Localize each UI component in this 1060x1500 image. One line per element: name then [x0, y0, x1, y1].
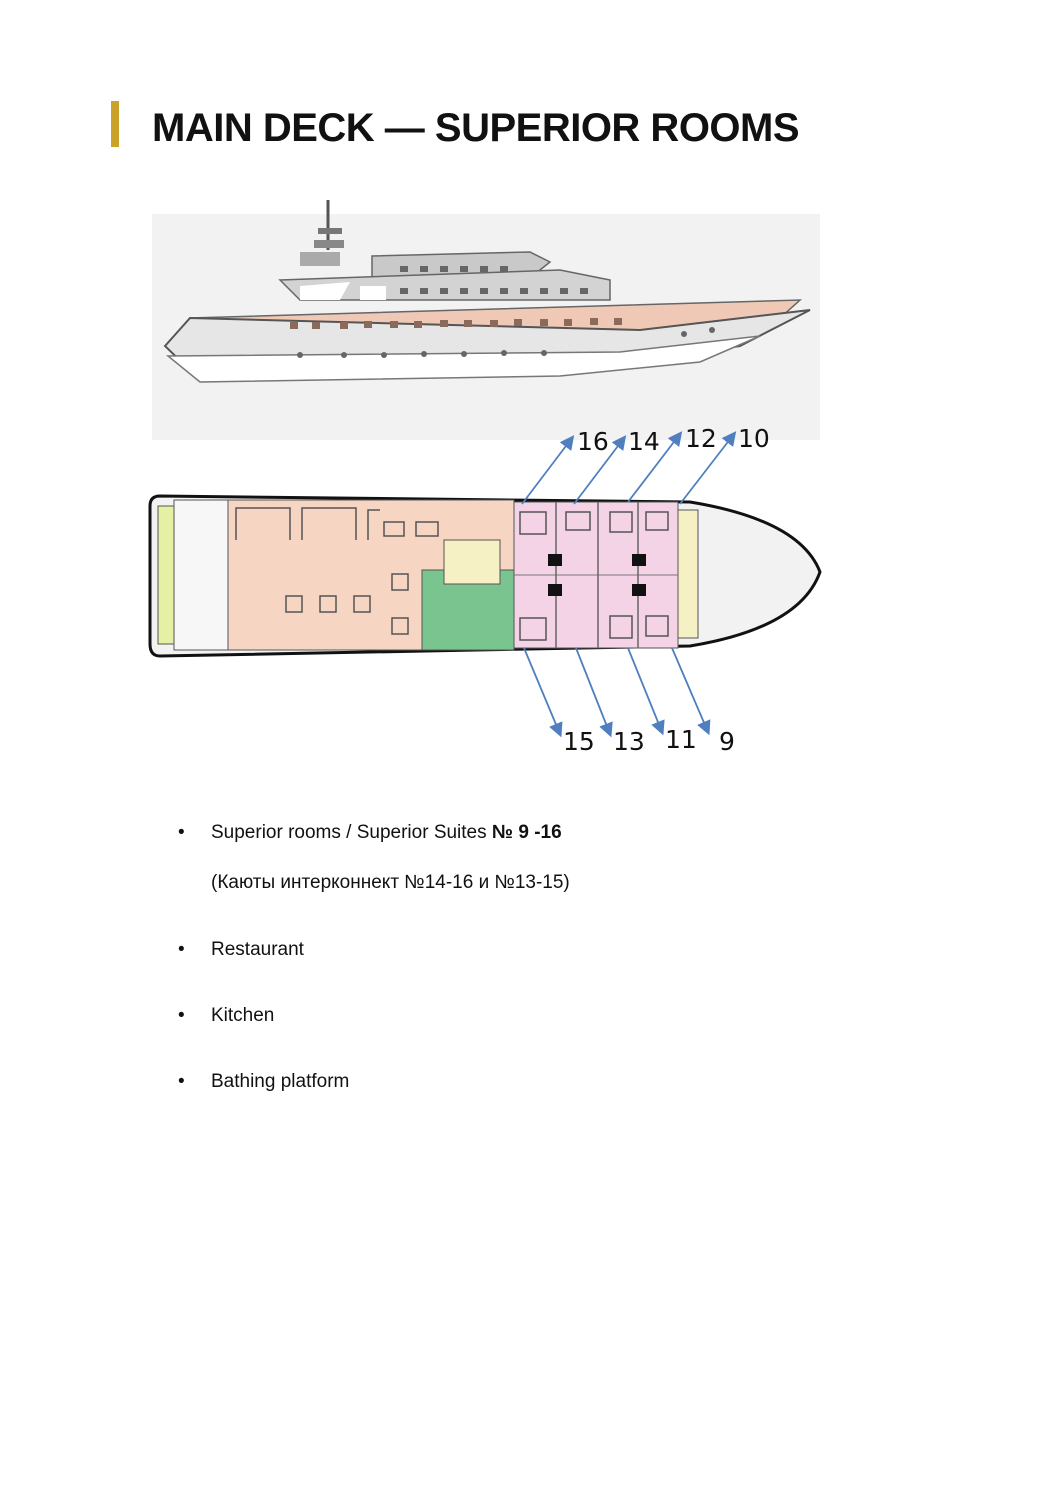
bullet-icon: • [178, 939, 185, 960]
list-item-text: Bathing platform [211, 1071, 350, 1092]
bullet-icon: • [178, 822, 185, 843]
cabin-label-15: 15 [563, 727, 595, 756]
list-item [178, 939, 570, 1005]
bullet-icon: • [178, 1005, 185, 1026]
bathing-platform-area [158, 506, 174, 644]
cabin-label-9: 9 [719, 727, 735, 756]
list-item-text: Kitchen [211, 1005, 275, 1026]
list-item-bold: № 9 -16 [491, 822, 562, 843]
list-item-text: Restaurant [211, 939, 304, 960]
cabin-label-14: 14 [628, 427, 660, 456]
deck-plan [150, 496, 820, 656]
cabin-label-12: 12 [685, 424, 717, 453]
list-item-text: Superior rooms / Superior Suites [211, 822, 492, 843]
cabin-label-13: 13 [613, 727, 645, 756]
cabin-label-10: 10 [738, 424, 770, 453]
list-item [178, 822, 570, 939]
feature-list [178, 822, 570, 1093]
cabin-label-16: 16 [577, 427, 609, 456]
bullet-icon: • [178, 1071, 185, 1092]
list-item [178, 1005, 570, 1071]
page-title: MAIN DECK — SUPERIOR ROOMS [152, 106, 800, 150]
list-item [178, 1071, 570, 1093]
list-item-subtext: (Каюты интерконнект №14-16 и №13-15) [211, 872, 570, 893]
cabin-label-11: 11 [665, 725, 697, 754]
